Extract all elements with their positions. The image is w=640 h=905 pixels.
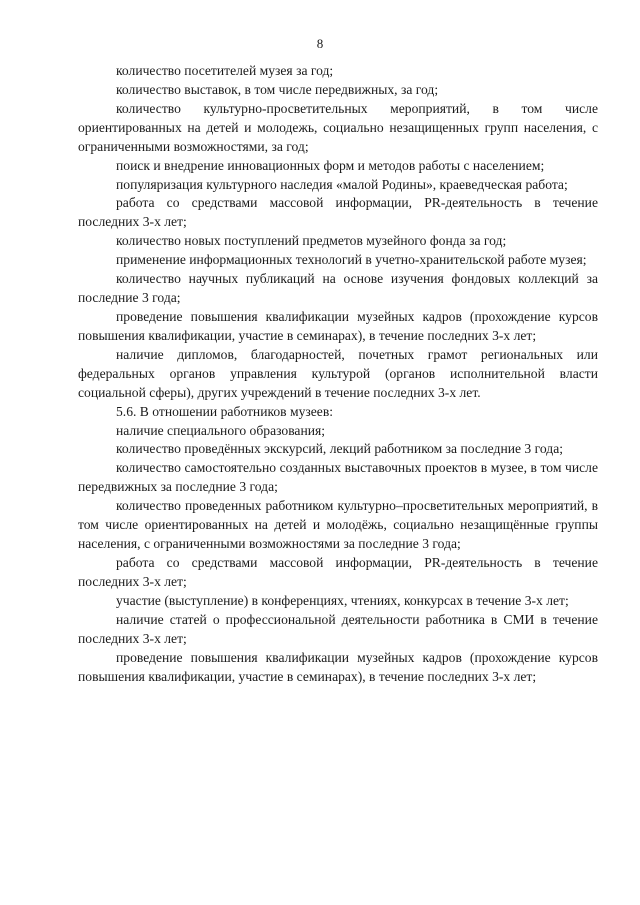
paragraph: количество культурно-просветительных мероприятий, в том числе ориентированных на детей и молодежь, социально незащищенных групп населения, с ограниченными возможностями, за год; — [78, 100, 598, 154]
paragraph: участие (выступление) в конференциях, чтениях, конкурсах в течение 3-х лет; — [116, 592, 569, 608]
paragraph: популяризация культурного наследия «малой Родины», краеведческая работа; — [116, 176, 568, 192]
section-heading: 5.6. В отношении работников музеев: — [116, 403, 334, 419]
paragraph: количество научных публикаций на основе изучения фондовых коллекций за последние 3 года; — [78, 271, 598, 306]
paragraph: проведение повышения квалификации музейных кадров (прохождение курсов повышения квалификации, участие в семинарах), в течение последних 3-х лет; — [78, 649, 598, 684]
paragraph: поиск и внедрение инновационных форм и методов работы с населением; — [116, 157, 545, 173]
paragraph: работа со средствами массовой информации, PR-деятельность в течение последних 3-х лет; — [78, 195, 598, 230]
document-body — [78, 62, 598, 686]
paragraph: применение информационных технологий в учетно-хранительской работе музея; — [116, 252, 587, 268]
paragraph: работа со средствами массовой информации, PR-деятельность в течение последних 3-х лет; — [78, 554, 598, 589]
paragraph: количество самостоятельно созданных выставочных проектов в музее, в том числе передвижных за последние 3 года; — [78, 460, 598, 495]
paragraph: количество новых поступлений предметов музейного фонда за год; — [116, 233, 507, 249]
paragraph: наличие специального образования; — [116, 422, 326, 438]
page-number: 8 — [316, 36, 324, 51]
paragraph: проведение повышения квалификации музейных кадров (прохождение курсов повышения квалификации, участие в семинарах), в течение последних 3-х лет; — [78, 308, 598, 343]
paragraph: количество проведённых экскурсий, лекций работником за последние 3 года; — [116, 441, 563, 457]
paragraph: количество выставок, в том числе передвижных, за год; — [116, 81, 439, 97]
paragraph: наличие дипломов, благодарностей, почетных грамот региональных или федеральных органов управления культурой (органов исполнительной власти социальной сферы), других учреждений в течение последних 3-х лет. — [78, 346, 598, 400]
paragraph: наличие статей о профессиональной деятельности работника в СМИ в течение последних 3-х лет; — [78, 611, 598, 646]
paragraph: количество посетителей музея за год; — [116, 63, 334, 78]
paragraph: количество проведенных работником культурно–просветительных мероприятий, в том числе ориентированных на детей и молодёжь, социально незащищённые группы населения, с ограниченными возможностями за последние 3 года; — [78, 498, 598, 552]
